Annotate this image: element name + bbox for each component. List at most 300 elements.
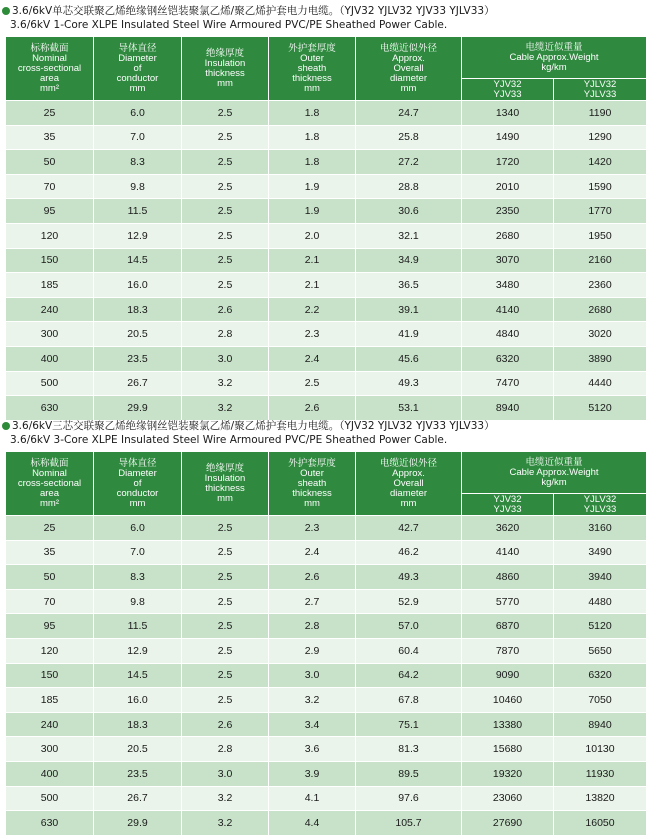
- table-cell: 4.4: [269, 811, 356, 836]
- table-row: [6, 516, 647, 541]
- table-cell: 2.1: [269, 273, 356, 298]
- header-line: cross-sectional: [17, 477, 82, 489]
- table-row: [6, 663, 647, 688]
- header-line: Diameter: [118, 467, 157, 479]
- header-diameter: [94, 37, 182, 101]
- table-cell: 1720: [462, 150, 554, 175]
- table-cell: 2.5: [182, 688, 269, 713]
- table-row: [6, 761, 647, 786]
- table-cell: 2.4: [269, 540, 356, 565]
- table-row: [6, 638, 647, 663]
- header-insulation: [182, 37, 269, 101]
- table-cell: 35: [6, 540, 94, 565]
- table-cell: 28.8: [356, 174, 462, 199]
- table-cell: 10460: [462, 688, 554, 713]
- header-line: YJLV33: [583, 88, 617, 100]
- table-cell: 150: [6, 248, 94, 273]
- table-cell: 26.7: [94, 786, 182, 811]
- table-cell: 4140: [462, 297, 554, 322]
- table-cell: 27.2: [356, 150, 462, 175]
- table-row: [6, 174, 647, 199]
- header-line: cross-sectional: [17, 62, 82, 74]
- table-cell: 8.3: [94, 150, 182, 175]
- table-cell: 2.3: [269, 516, 356, 541]
- table-cell: 27690: [462, 811, 554, 836]
- table-cell: 16.0: [94, 688, 182, 713]
- table-cell: 2.2: [269, 297, 356, 322]
- header-line: 电缆近似重量: [525, 456, 583, 468]
- header-sheath: [269, 37, 356, 101]
- table-row: [6, 223, 647, 248]
- table-cell: 2680: [554, 297, 647, 322]
- table-cell: 8940: [462, 396, 554, 421]
- title-cn-text: 3.6/6kV三芯交联聚乙烯绝缘钢丝铠装聚氯乙烯/聚乙烯护套电力电缆。（YJV32 YJLV32 YJV33 YJLV33）: [12, 420, 495, 432]
- table-cell: 12.9: [94, 223, 182, 248]
- table-cell: 1.9: [269, 174, 356, 199]
- table-cell: 2.3: [269, 322, 356, 347]
- table-cell: 3070: [462, 248, 554, 273]
- table-row: [6, 297, 647, 322]
- header-line: Cable Approx.Weight: [509, 51, 599, 63]
- table-cell: 3890: [554, 346, 647, 371]
- table-cell: 500: [6, 371, 94, 396]
- header-yjlv: [554, 494, 647, 516]
- table-cell: 2.8: [182, 322, 269, 347]
- table-cell: 2.6: [182, 712, 269, 737]
- header-line: thickness: [292, 72, 332, 84]
- table-cell: 53.1: [356, 396, 462, 421]
- table-cell: 2.5: [182, 638, 269, 663]
- table-cell: 6.0: [94, 101, 182, 126]
- table-cell: 3480: [462, 273, 554, 298]
- table-body: [6, 516, 647, 836]
- header-weight: [462, 452, 647, 494]
- table-cell: 8940: [554, 712, 647, 737]
- table-cell: 2.5: [182, 125, 269, 150]
- table-cell: 5650: [554, 638, 647, 663]
- header-overall: [356, 37, 462, 101]
- table-cell: 7050: [554, 688, 647, 713]
- header-line: 绝缘厚度: [205, 462, 244, 474]
- header-line: mm: [304, 82, 320, 94]
- header-line: Outer: [300, 52, 324, 64]
- section-title-cn: [0, 4, 650, 18]
- table-cell: 1.8: [269, 101, 356, 126]
- table-cell: 2.9: [269, 638, 356, 663]
- table-cell: 6320: [554, 663, 647, 688]
- table-cell: 2.5: [182, 248, 269, 273]
- table-cell: 39.1: [356, 297, 462, 322]
- table-cell: 3.9: [269, 761, 356, 786]
- header-line: Overall: [393, 477, 424, 489]
- table-cell: 2.8: [182, 737, 269, 762]
- table-cell: 2.5: [182, 540, 269, 565]
- bullet-icon: [2, 7, 10, 15]
- table-cell: 2.1: [269, 248, 356, 273]
- header-line: 导体直径: [118, 457, 157, 469]
- single-core-section: [0, 4, 650, 414]
- table-cell: 36.5: [356, 273, 462, 298]
- header-line: of: [133, 62, 142, 74]
- table-row: [6, 199, 647, 224]
- table-cell: 240: [6, 297, 94, 322]
- table-cell: 2.5: [269, 371, 356, 396]
- table-cell: 5120: [554, 614, 647, 639]
- table-cell: 9.8: [94, 589, 182, 614]
- header-line: Insulation: [204, 57, 246, 69]
- header-line: mm: [217, 492, 233, 504]
- table-cell: 4860: [462, 565, 554, 590]
- table-cell: 1590: [554, 174, 647, 199]
- header-line: of: [133, 477, 142, 489]
- table-cell: 9.8: [94, 174, 182, 199]
- table-cell: 26.7: [94, 371, 182, 396]
- table-cell: 2.5: [182, 663, 269, 688]
- header-line: Cable Approx.Weight: [509, 466, 599, 478]
- table-row: [6, 688, 647, 713]
- table-cell: 185: [6, 273, 94, 298]
- section-title-en: 3.6/6kV 3-Core XLPE Insulated Steel Wire Armoured PVC/PE Sheathed Power Cable.: [10, 434, 448, 446]
- table-cell: 240: [6, 712, 94, 737]
- table-body: [6, 101, 647, 421]
- table-cell: 2.7: [269, 589, 356, 614]
- header-line: diameter: [390, 487, 427, 499]
- table-cell: 57.0: [356, 614, 462, 639]
- table-cell: 2.5: [182, 273, 269, 298]
- table-cell: 2.5: [182, 614, 269, 639]
- section-title-en: 3.6/6kV 1-Core XLPE Insulated Steel Wire Armoured PVC/PE Sheathed Power Cable.: [10, 19, 448, 31]
- table-cell: 25: [6, 516, 94, 541]
- table-cell: 120: [6, 223, 94, 248]
- table-cell: 50: [6, 565, 94, 590]
- table-cell: 2360: [554, 273, 647, 298]
- header-line: area: [39, 487, 59, 499]
- table-cell: 11.5: [94, 614, 182, 639]
- header-line: sheath: [297, 477, 327, 489]
- header-yjv: [462, 494, 554, 516]
- table-cell: 3.0: [269, 663, 356, 688]
- table-cell: 15680: [462, 737, 554, 762]
- table-cell: 12.9: [94, 638, 182, 663]
- table-row: [6, 101, 647, 126]
- table-cell: 2.5: [182, 223, 269, 248]
- header-line: mm²: [40, 82, 59, 94]
- table-cell: 3.2: [182, 811, 269, 836]
- table-cell: 3.2: [269, 688, 356, 713]
- table-cell: 6.0: [94, 516, 182, 541]
- header-line: mm: [129, 82, 146, 94]
- header-line: 电缆近似外径: [379, 42, 437, 54]
- table-cell: 23060: [462, 786, 554, 811]
- table-cell: 6320: [462, 346, 554, 371]
- header-yjv: [462, 79, 554, 101]
- header-line: Nominal: [32, 467, 67, 479]
- table-cell: 14.5: [94, 663, 182, 688]
- header-line: 导体直径: [118, 42, 157, 54]
- table-row: [6, 371, 647, 396]
- header-line: mm: [217, 77, 233, 89]
- table-cell: 23.5: [94, 761, 182, 786]
- table-cell: 25.8: [356, 125, 462, 150]
- table-cell: 3160: [554, 516, 647, 541]
- header-line: YJV33: [493, 503, 522, 515]
- table-row: [6, 712, 647, 737]
- table-cell: 3.2: [182, 786, 269, 811]
- table-cell: 95: [6, 199, 94, 224]
- header-line: area: [39, 72, 59, 84]
- table-row: [6, 125, 647, 150]
- spec-table: [5, 451, 647, 836]
- table-cell: 2.5: [182, 565, 269, 590]
- table-cell: 2.6: [269, 396, 356, 421]
- table-row: [6, 322, 647, 347]
- table-cell: 29.9: [94, 396, 182, 421]
- table-cell: 1.8: [269, 125, 356, 150]
- table-cell: 49.3: [356, 565, 462, 590]
- table-cell: 75.1: [356, 712, 462, 737]
- header-line: conductor: [116, 487, 159, 499]
- table-cell: 3490: [554, 540, 647, 565]
- table-cell: 19320: [462, 761, 554, 786]
- table-cell: 3.0: [182, 761, 269, 786]
- table-row: [6, 614, 647, 639]
- table-cell: 18.3: [94, 712, 182, 737]
- table-cell: 2.5: [182, 199, 269, 224]
- table-cell: 300: [6, 322, 94, 347]
- table-cell: 60.4: [356, 638, 462, 663]
- table-cell: 2.5: [182, 150, 269, 175]
- table-row: [6, 786, 647, 811]
- header-line: 外护套厚度: [288, 42, 336, 54]
- table-cell: 4.1: [269, 786, 356, 811]
- table-cell: 29.9: [94, 811, 182, 836]
- table-cell: 30.6: [356, 199, 462, 224]
- table-cell: 64.2: [356, 663, 462, 688]
- header-line: YJV33: [493, 88, 522, 100]
- table-cell: 34.9: [356, 248, 462, 273]
- table-cell: 3.2: [182, 396, 269, 421]
- table-cell: 185: [6, 688, 94, 713]
- table-cell: 42.7: [356, 516, 462, 541]
- header-line: Insulation: [204, 472, 246, 484]
- table-cell: 4840: [462, 322, 554, 347]
- table-cell: 70: [6, 589, 94, 614]
- table-cell: 1290: [554, 125, 647, 150]
- table-cell: 2.6: [182, 297, 269, 322]
- table-cell: 1340: [462, 101, 554, 126]
- header-line: conductor: [116, 72, 159, 84]
- spec-table: [5, 36, 647, 421]
- table-cell: 400: [6, 761, 94, 786]
- table-cell: 7.0: [94, 540, 182, 565]
- table-cell: 630: [6, 396, 94, 421]
- table-row: [6, 273, 647, 298]
- table-cell: 3.0: [182, 346, 269, 371]
- header-line: YJV32: [493, 493, 522, 505]
- table-cell: 1.9: [269, 199, 356, 224]
- table-cell: 2350: [462, 199, 554, 224]
- table-cell: 20.5: [94, 322, 182, 347]
- table-cell: 25: [6, 101, 94, 126]
- table-cell: 70: [6, 174, 94, 199]
- table-cell: 13820: [554, 786, 647, 811]
- header-line: YJV32: [493, 78, 522, 90]
- table-cell: 2.5: [182, 589, 269, 614]
- table-cell: 1490: [462, 125, 554, 150]
- table-cell: 2.5: [182, 516, 269, 541]
- table-cell: 2.4: [269, 346, 356, 371]
- header-line: Overall: [393, 62, 424, 74]
- table-cell: 8.3: [94, 565, 182, 590]
- table-cell: 9090: [462, 663, 554, 688]
- table-cell: 6870: [462, 614, 554, 639]
- header-line: Diameter: [118, 52, 157, 64]
- table-cell: 2010: [462, 174, 554, 199]
- table-row: [6, 150, 647, 175]
- header-line: kg/km: [541, 61, 567, 73]
- table-cell: 14.5: [94, 248, 182, 273]
- table-cell: 3020: [554, 322, 647, 347]
- table-cell: 1420: [554, 150, 647, 175]
- header-line: YJLV32: [583, 78, 617, 90]
- header-line: mm: [129, 497, 146, 509]
- table-cell: 3.6: [269, 737, 356, 762]
- header-line: 标称截面: [30, 42, 69, 54]
- header-line: diameter: [390, 72, 427, 84]
- table-cell: 2.8: [269, 614, 356, 639]
- table-cell: 10130: [554, 737, 647, 762]
- header-weight: [462, 37, 647, 79]
- table-cell: 45.6: [356, 346, 462, 371]
- table-cell: 16.0: [94, 273, 182, 298]
- header-line: Nominal: [32, 52, 67, 64]
- table-cell: 4140: [462, 540, 554, 565]
- table-cell: 24.7: [356, 101, 462, 126]
- table-header: [6, 37, 647, 101]
- table-cell: 11.5: [94, 199, 182, 224]
- table-cell: 50: [6, 150, 94, 175]
- table-cell: 1950: [554, 223, 647, 248]
- table-row: [6, 811, 647, 836]
- header-line: thickness: [205, 67, 245, 79]
- table-cell: 7870: [462, 638, 554, 663]
- header-nominal: [6, 37, 94, 101]
- section-title-cn: [0, 419, 650, 433]
- table-cell: 5120: [554, 396, 647, 421]
- table-cell: 3.2: [182, 371, 269, 396]
- table-row: [6, 737, 647, 762]
- table-row: [6, 248, 647, 273]
- table-cell: 150: [6, 663, 94, 688]
- header-insulation: [182, 452, 269, 516]
- header-line: Outer: [300, 467, 324, 479]
- header-line: 标称截面: [30, 457, 69, 469]
- header-line: 外护套厚度: [288, 457, 336, 469]
- header-line: YJLV33: [583, 503, 617, 515]
- table-cell: 4440: [554, 371, 647, 396]
- table-row: [6, 346, 647, 371]
- table-cell: 300: [6, 737, 94, 762]
- three-core-section: [0, 419, 650, 829]
- table-cell: 20.5: [94, 737, 182, 762]
- table-cell: 4480: [554, 589, 647, 614]
- header-nominal: [6, 452, 94, 516]
- table-cell: 400: [6, 346, 94, 371]
- table-cell: 35: [6, 125, 94, 150]
- table-cell: 97.6: [356, 786, 462, 811]
- header-line: kg/km: [541, 476, 567, 488]
- header-line: mm: [400, 497, 417, 509]
- table-cell: 67.8: [356, 688, 462, 713]
- table-row: [6, 540, 647, 565]
- bullet-icon: [2, 422, 10, 430]
- table-cell: 13380: [462, 712, 554, 737]
- table-cell: 16050: [554, 811, 647, 836]
- table-cell: 2680: [462, 223, 554, 248]
- table-cell: 1190: [554, 101, 647, 126]
- table-cell: 95: [6, 614, 94, 639]
- header-line: YJLV32: [583, 493, 617, 505]
- table-cell: 120: [6, 638, 94, 663]
- table-cell: 3940: [554, 565, 647, 590]
- header-line: mm: [400, 82, 417, 94]
- header-line: Approx.: [392, 467, 425, 479]
- header-overall: [356, 452, 462, 516]
- table-cell: 1770: [554, 199, 647, 224]
- header-line: thickness: [205, 482, 245, 494]
- table-cell: 49.3: [356, 371, 462, 396]
- table-cell: 41.9: [356, 322, 462, 347]
- table-row: [6, 589, 647, 614]
- table-cell: 81.3: [356, 737, 462, 762]
- table-cell: 32.1: [356, 223, 462, 248]
- table-cell: 7.0: [94, 125, 182, 150]
- table-cell: 105.7: [356, 811, 462, 836]
- header-diameter: [94, 452, 182, 516]
- table-cell: 11930: [554, 761, 647, 786]
- table-cell: 3.4: [269, 712, 356, 737]
- table-cell: 18.3: [94, 297, 182, 322]
- table-row: [6, 396, 647, 421]
- title-cn-text: 3.6/6kV单芯交联聚乙烯绝缘钢丝铠装聚氯乙烯/聚乙烯护套电力电缆。（YJV32 YJLV32 YJV33 YJLV33）: [12, 5, 495, 17]
- table-row: [6, 565, 647, 590]
- header-line: mm²: [40, 497, 59, 509]
- table-header: [6, 452, 647, 516]
- table-cell: 2.0: [269, 223, 356, 248]
- table-cell: 2160: [554, 248, 647, 273]
- table-cell: 500: [6, 786, 94, 811]
- table-cell: 3620: [462, 516, 554, 541]
- table-cell: 1.8: [269, 150, 356, 175]
- header-line: thickness: [292, 487, 332, 499]
- header-line: 电缆近似重量: [525, 41, 583, 53]
- table-cell: 23.5: [94, 346, 182, 371]
- header-line: mm: [304, 497, 320, 509]
- table-cell: 46.2: [356, 540, 462, 565]
- header-line: 电缆近似外径: [379, 457, 437, 469]
- header-yjlv: [554, 79, 647, 101]
- table-cell: 89.5: [356, 761, 462, 786]
- table-cell: 2.5: [182, 174, 269, 199]
- header-line: Approx.: [392, 52, 425, 64]
- header-line: sheath: [297, 62, 327, 74]
- table-cell: 2.6: [269, 565, 356, 590]
- header-line: 绝缘厚度: [205, 47, 244, 59]
- header-sheath: [269, 452, 356, 516]
- table-cell: 5770: [462, 589, 554, 614]
- table-cell: 7470: [462, 371, 554, 396]
- table-cell: 630: [6, 811, 94, 836]
